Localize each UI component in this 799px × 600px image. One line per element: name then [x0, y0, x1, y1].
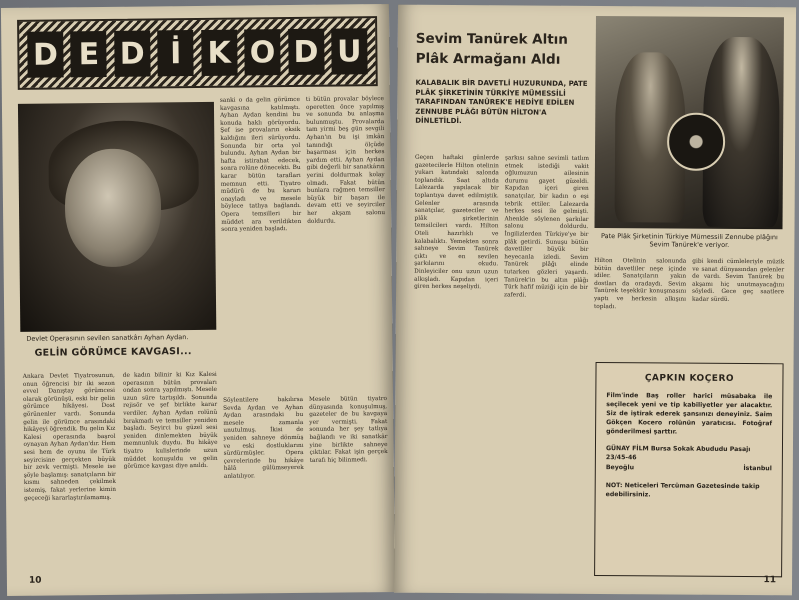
left-text-column-1 [23, 373, 117, 586]
ad-note: NOT: Neticeleri Tercüman Gazetesinde takip edebilirsiniz. [605, 482, 760, 499]
right-page [394, 5, 796, 596]
right-photo-caption: Pate Plâk Şirketinin Türkiye Mümessili Zennube plâğını Sevim Tanürek'e veriyor. [601, 232, 778, 249]
left-text-column-3 [220, 97, 303, 394]
right-text-column-1 [412, 155, 499, 586]
left-photo-caption: Devlet Operasının sevilen sanatkârı Ayhan Aydan. [26, 333, 189, 343]
photo-face-shape [64, 148, 161, 267]
banner-letters [27, 26, 368, 80]
page-number: 11 [763, 575, 777, 586]
left-page [1, 4, 395, 596]
left-text-column-6 [309, 396, 389, 583]
award-photo [595, 16, 784, 229]
paragraph: şarkısı sahne sevimli tatlım etmek istediği vakit oğlumuzun ailesinin durumu gayet güzeldi. Kapıdan içeri giren sanatçılar, bir kadın o eşi tebrik ettiler. Lalezarda herkes sesi ile gelmişti. Ahenkle söylenen şarkılar salonu doldurdu. İngilizlerden Türkiye'ye bir plâk getirdi. Sunuşu bütün davetliler büyük bir heyecanla izledi. Sevim Tanürek plâğı elinde tutarken gözleri yaşardı. Tanürek'in bu altın plâğı Türk hafif müziği için de bir zaferdi. [504, 155, 590, 299]
casting-ad-box [594, 362, 783, 577]
banner-letter: K [201, 30, 237, 76]
paragraph: ti bütün provalar böylece operetten önce yapılmış ve sonunda bu anlaşma bulunmuştu. Provalarda tam yirmi beş gün sevgili Ayhan'ın bu işi imkân tanındığı ölçüde başarması için herkes yardım etti. Ayhan Aydan gibi değerli bir sanatkârın yerini doldurmak kolay olmadı. Fakat bütün bunlara rağmen temsiller büyük bir başarı ile devam etti ve seyirciler her akşam salonu doldurdu. [305, 96, 386, 225]
left-text-column-5 [223, 397, 305, 584]
ad-body: Film'inde Baş roller harici müsabaka ile seçilecek yeni ve tip kabiliyetler yer alacaktır. Siz de iştirak ederek şansınızı deneyiniz. Saim Gökçen Kocero rolünün yaratıcısı. Fotoğraf gönderilmesi şarttır. [606, 392, 773, 436]
left-text-column-4 [306, 96, 387, 393]
paragraph: Söylentilere bakılırsa Sevda Aydan ve Ayhan Aydan arasındaki bu mesele zamanla unutulmuş. İkisi de yeniden sahneye dönmüş ve eski dostluklarını sürdürmüşler. Opera çevrelerinde bu hikâye hâlâ gülümseyerek anlatılıyor. [223, 396, 304, 480]
dedikodu-banner [17, 16, 378, 90]
ayhan-aydan-photo [18, 102, 216, 332]
ad-city: İstanbul [743, 465, 772, 473]
article-heading: GELİN GÖRÜMCE KAVGASI... [34, 346, 192, 359]
paragraph: Ankara Devlet Tiyatrosunun, onun öğrencisi bir iki sezon evvel Danıştay görümcesi olarak görünüşü, eski bir gelin görümce hikâyesi. Dost görünenler vardı. Sonunda gelin ile görümce arasındaki hikâyeyi öğrendik. Bu gelin Kız Kalesi operasında başrol oynayan Ayhan Aydan'dır. Hem sesi hem de oyunu ile Türk seyircisine gerçekten büyük bir zevk vermişti. Mesele ise şöyle başlamış: sanatçıların bir kısmı sahneden çekilmek istemiş, fakat yerlerine kimin geçeceği kararlaştırılamamış. [22, 372, 117, 502]
gold-record-shape [667, 113, 725, 171]
paragraph: Mesele bütün tiyatro dünyasında konuşulmuş, gazeteler de bu kavgaya yer vermişti. Fakat sonunda her şey tatlıya bağlandı ve iki sanatkâr yine birlikte sahneye çıktılar. Fakat işin gerçek tarafı hiç bilinmedi. [309, 396, 388, 464]
paragraph: Geçen haftaki günlerde gazetecilerle Hilton otelinin yukarı katındaki salonda toplandık. Saat altıda Lalezarda yapılacak bir toplantıya davet edilmiştik. Gelenler arasında sanatçılar, gazeteciler ve plâk şirketlerinin temsilcileri vardı. Hilton Oteli hazırlıklı ve kalabalıktı. Yemekten sonra sahneye Sevim Tanürek çıktı ve en sevilen şarkılarını okudu. Dinleyiciler onu uzun uzun alkışladı. Kapıdan içeri giren herkes neşeliydi. [414, 154, 500, 291]
page-number: 10 [28, 575, 42, 586]
paragraph: gibi kendi cümleleriyle müzik ve sanat dünyasından gelenler de vardı. Sevim Tanürek bu akşamı hiç unutmayacağını söyledi. Gece geç saatlere kadar sürdü. [691, 258, 785, 303]
right-text-column-2 [502, 155, 589, 586]
right-text-column-3 [594, 258, 687, 357]
ad-company: GÜNAY FİLM Bursa Sokak Abududu Pasajı 23/45-46 [605, 445, 751, 462]
banner-letter: E [71, 31, 107, 77]
article-title: Sevim Tanürek Altın Plâk Armağanı Aldı [415, 30, 569, 68]
left-text-column-2 [123, 372, 219, 585]
paragraph: Hilton Otelinin salonunda bütün davetliler neşe içinde idiler. Sanatçıların yakın dostları da oradaydı. Sevim Tanürek teşekkür konuşmasını yaptı ve herkesin alkışını topladı. [593, 257, 687, 310]
right-text-column-4 [692, 259, 785, 358]
banner-letter: D [288, 29, 324, 75]
banner-letter: D [27, 31, 63, 77]
ad-district: Beyoğlu [605, 464, 635, 472]
banner-letter: D [114, 30, 150, 76]
ad-title: ÇAPKIN KOÇERO [644, 373, 735, 384]
paragraph: sanki o da gelin görümce kavgasına katılmıştı. Ayhan Aydan kendini bu konuda haklı görüyordu. Şef ise provaların eksik kaldığını ileri sürüyordu. Sonunda bir orta yol bulundu. Ayhan Aydan bir hafta istirahat edecek, sonra rolüne dönecekti. Bu karar bütün tarafları memnun etti. Tiyatro müdürü de bu kararı onayladı ve mesele böylece tatlıya bağlandı. Opera temsilleri bir müddet ara verildikten sonra yeniden başladı. [219, 96, 302, 233]
article-lede: KALABALIK BİR DAVETLİ HUZURUNDA, PATE PLÂK ŞİRKETİNİN TÜRKİYE MÜMESSİLİ TARAFINDAN TANÜREK'E HEDİYE EDİLEN ZENNUBE PLÂĞI BÜTÜN HİLTON'A DİNLETİLDİ. [415, 78, 588, 126]
paragraph: de kadın bilinir ki Kız Kalesi operasının bütün provaları ondan sonra yapılmıştı. Mesele uzun süre tartışıldı. Sonunda rejisör ve şef birlikte karar verdiler. Ayhan Aydan rolünü bırakmadı ve temsiller yeniden başladı. Seyirci bu güzel sesi yeniden dinlemekten büyük memnunluk duydu. Bu hikâye tiyatro kulislerinde uzun müddet konuşuldu ve gelin görümce kavgası diye anıldı. [122, 371, 218, 470]
banner-letter: İ [157, 30, 193, 76]
banner-letter: O [244, 29, 280, 75]
banner-letter: U [331, 28, 367, 74]
